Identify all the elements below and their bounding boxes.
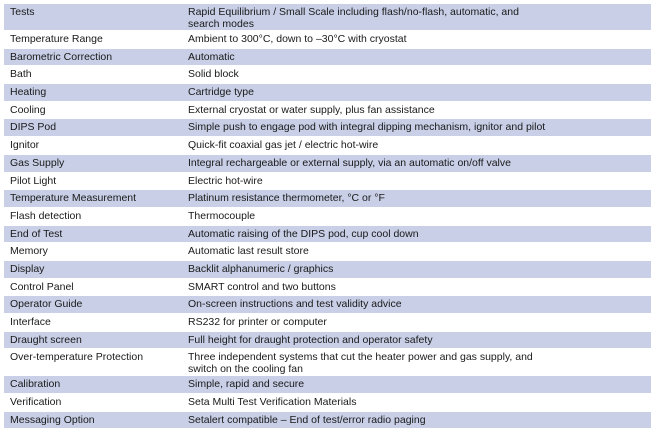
table-row (4, 260, 651, 278)
table-row (4, 331, 651, 349)
spec-value-cell (182, 376, 651, 394)
spec-label: DIPS Pod (10, 121, 57, 134)
spec-value-cell (182, 84, 651, 102)
table-row (4, 84, 651, 102)
spec-value: Simple, rapid and secure (188, 378, 305, 391)
spec-value: Quick-fit coaxial gas jet / electric hot-wire (188, 139, 379, 152)
table-row (4, 394, 651, 412)
table-row (4, 172, 651, 190)
spec-label: Flash detection (10, 209, 82, 222)
spec-label-cell (4, 172, 182, 190)
spec-value: Platinum resistance thermometer, °C or °F (188, 192, 385, 205)
table-row (4, 207, 651, 225)
spec-label-cell (4, 349, 182, 376)
spec-label-cell (4, 278, 182, 296)
spec-label: Pilot Light (10, 174, 57, 187)
spec-label-cell (4, 331, 182, 349)
spec-value: Rapid Equilibrium / Small Scale including flash/no-flash, automatic, and search modes (188, 6, 519, 30)
spec-label: Ignitor (10, 139, 40, 152)
table-row (4, 31, 651, 49)
spec-value-cell (182, 349, 651, 376)
spec-label-cell (4, 296, 182, 314)
spec-value: On-screen instructions and test validity advice (188, 298, 402, 311)
table-row (4, 48, 651, 66)
spec-value: Automatic raising of the DIPS pod, cup cool down (188, 227, 419, 240)
spec-label: Calibration (10, 378, 61, 391)
spec-value: Three independent systems that cut the heater power and gas supply, and switch on the cooling fan (188, 351, 533, 376)
spec-value: Cartridge type (188, 86, 254, 99)
spec-label-cell (4, 225, 182, 243)
table-row (4, 376, 651, 394)
specification-table-body (4, 4, 651, 429)
spec-value-cell (182, 243, 651, 261)
spec-value-cell (182, 260, 651, 278)
table-row (4, 278, 651, 296)
spec-label: Operator Guide (10, 298, 83, 311)
spec-value-cell (182, 296, 651, 314)
spec-label-cell (4, 4, 182, 31)
spec-value-cell (182, 4, 651, 31)
spec-label-cell (4, 137, 182, 155)
spec-value: Electric hot-wire (188, 174, 263, 187)
table-row (4, 190, 651, 208)
spec-value: Seta Multi Test Verification Materials (188, 396, 357, 409)
table-row (4, 314, 651, 332)
spec-value: Integral rechargeable or external supply, via an automatic on/off valve (188, 156, 511, 169)
spec-value-cell (182, 31, 651, 49)
spec-label: Barometric Correction (10, 50, 113, 63)
spec-label: Draught screen (10, 333, 82, 346)
table-row (4, 349, 651, 376)
table-row (4, 154, 651, 172)
spec-value: RS232 for printer or computer (188, 316, 327, 328)
table-row (4, 243, 651, 261)
spec-value-cell (182, 411, 651, 429)
spec-value-cell (182, 190, 651, 208)
spec-value: Thermocouple (188, 209, 256, 222)
spec-label: Temperature Measurement (10, 192, 137, 205)
spec-label: Over-temperature Protection (10, 351, 144, 364)
table-row (4, 296, 651, 314)
spec-label-cell (4, 411, 182, 429)
table-row (4, 4, 651, 31)
spec-label: Cooling (10, 103, 46, 116)
spec-value: Solid block (188, 68, 239, 81)
spec-value: Simple push to engage pod with integral dipping mechanism, ignitor and pilot (188, 121, 546, 134)
spec-value-cell (182, 48, 651, 66)
spec-label: Temperature Range (10, 33, 103, 45)
table-row (4, 225, 651, 243)
spec-label-cell (4, 376, 182, 394)
spec-label-cell (4, 154, 182, 172)
spec-value: Full height for draught protection and operator safety (188, 333, 433, 346)
specification-table (4, 4, 651, 429)
spec-label-cell (4, 84, 182, 102)
spec-label-cell (4, 31, 182, 49)
spec-label-cell (4, 394, 182, 412)
spec-label-cell (4, 190, 182, 208)
spec-value-cell (182, 278, 651, 296)
spec-label: Heating (10, 86, 47, 99)
spec-label-cell (4, 119, 182, 137)
spec-label: Bath (10, 68, 32, 81)
spec-value-cell (182, 66, 651, 84)
spec-label-cell (4, 66, 182, 84)
spec-value: Backlit alphanumeric / graphics (188, 262, 334, 275)
spec-label: Messaging Option (10, 413, 95, 426)
spec-value-cell (182, 331, 651, 349)
spec-value: SMART control and two buttons (188, 280, 336, 293)
spec-label-cell (4, 314, 182, 332)
spec-label-cell (4, 101, 182, 119)
spec-label: Display (10, 262, 45, 275)
spec-label-cell (4, 48, 182, 66)
spec-value: Automatic (188, 50, 235, 63)
spec-value: External cryostat or water supply, plus fan assistance (188, 103, 435, 116)
spec-value-cell (182, 225, 651, 243)
spec-value-cell (182, 154, 651, 172)
spec-value-cell (182, 172, 651, 190)
spec-value-cell (182, 119, 651, 137)
spec-value: Ambient to 300°C, down to –30°C with cryostat (188, 33, 407, 45)
table-row (4, 101, 651, 119)
spec-label: Tests (10, 6, 35, 18)
spec-label: Memory (10, 245, 48, 258)
spec-label-cell (4, 243, 182, 261)
spec-value-cell (182, 314, 651, 332)
spec-label: End of Test (10, 227, 63, 240)
spec-value: Setalert compatible – End of test/error radio paging (188, 413, 426, 426)
table-row (4, 137, 651, 155)
spec-label: Control Panel (10, 280, 74, 293)
table-row (4, 66, 651, 84)
table-row (4, 411, 651, 429)
spec-label: Interface (10, 316, 51, 328)
spec-value-cell (182, 101, 651, 119)
spec-label: Gas Supply (10, 156, 65, 169)
spec-value-cell (182, 394, 651, 412)
spec-label-cell (4, 260, 182, 278)
table-row (4, 119, 651, 137)
spec-value-cell (182, 137, 651, 155)
spec-value-cell (182, 207, 651, 225)
spec-value: Automatic last result store (188, 245, 309, 258)
spec-label-cell (4, 207, 182, 225)
spec-label: Verification (10, 396, 62, 409)
